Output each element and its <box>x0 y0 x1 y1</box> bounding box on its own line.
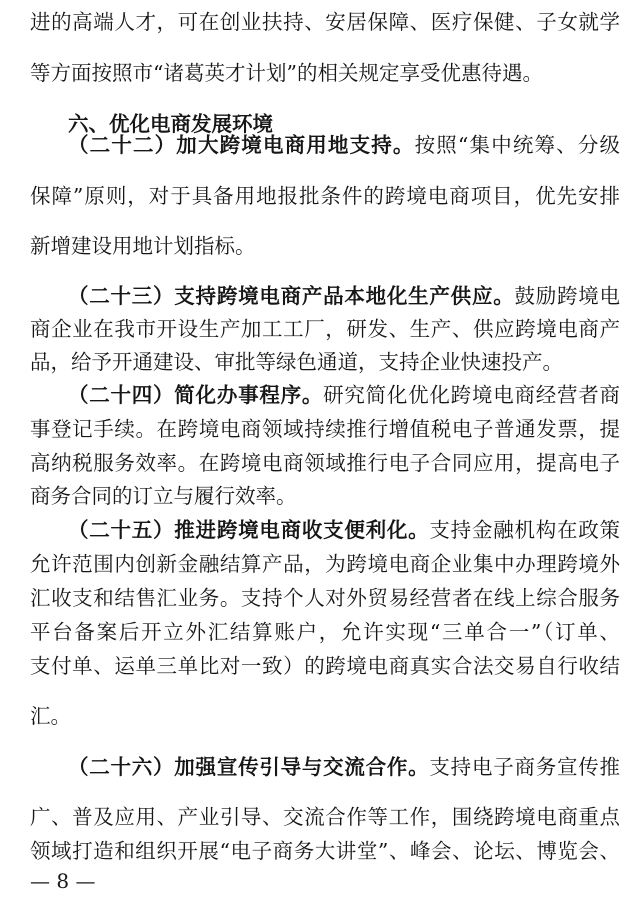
paragraph-25-line: （二十五）推进跨境电商收支便利化。支持金融机构在政策 <box>68 518 620 542</box>
paragraph-22-line: （二十二）加大跨境电商用地支持。按照“集中统筹、分级 <box>68 133 620 157</box>
section-heading: 六、优化电商发展环境 <box>68 112 273 136</box>
clause-title: （二十五）推进跨境电商收支便利化。 <box>68 518 430 542</box>
text-line: 广、普及应用、产业引导、交流合作等工作，围绕跨境电商重点 <box>30 805 620 829</box>
text-line: 领域打造和组织开展“电子商务大讲堂”、峰会、论坛、博览会、 <box>30 839 620 863</box>
paragraph-23-line: （二十三）支持跨境电商产品本地化生产供应。鼓励跨境电 <box>68 284 620 308</box>
text-line: 平台备案后开立外汇结算账户，允许实现“三单合一”（订单、 <box>30 620 620 644</box>
text-line: 商企业在我市开设生产加工工厂，研发、生产、供应跨境电商产 <box>30 317 620 341</box>
text-line: 允许范围内创新金融结算产品，为跨境电商企业集中办理跨境外 <box>30 552 620 576</box>
paragraph-26-line: （二十六）加强宣传引导与交流合作。支持电子商务宣传推 <box>68 755 620 779</box>
clause-title: （二十六）加强宣传引导与交流合作。 <box>68 755 430 779</box>
text-line: 事登记手续。在跨境电商领域持续推行增值税电子普通发票，提 <box>30 417 620 441</box>
text-line: 商务合同的订立与履行效率。 <box>30 484 297 508</box>
text-line: 保障”原则，对于具备用地报批条件的跨境电商项目，优先安排 <box>30 184 620 208</box>
text-line: 汇收支和结售汇业务。支持个人对外贸易经营者在线上综合服务 <box>30 586 620 610</box>
text-line: 高纳税服务效率。在跨境电商领域推行电子合同应用，提高电子 <box>30 451 620 475</box>
text-line: 支付单、运单三单比对一致）的跨境电商真实合法交易自行收结 <box>30 654 620 678</box>
clause-title: （二十二）加大跨境电商用地支持。 <box>68 133 415 157</box>
text-line: 品，给予开通建设、审批等绿色通道，支持企业快速投产。 <box>30 350 563 374</box>
page-number: — 8 — <box>30 869 96 893</box>
clause-title: （二十三）支持跨境电商产品本地化生产供应。 <box>68 284 515 308</box>
paragraph-24-line: （二十四）简化办事程序。研究简化优化跨境电商经营者商 <box>68 383 620 407</box>
text-line: 等方面按照市“诸葛英才计划”的相关规定享受优惠待遇。 <box>30 61 543 85</box>
text-line: 汇。 <box>30 704 71 728</box>
text-line: 进的高端人才，可在创业扶持、安居保障、医疗保健、子女就学 <box>30 10 620 34</box>
text-line: 新增建设用地计划指标。 <box>30 234 256 258</box>
clause-title: （二十四）简化办事程序。 <box>68 383 324 407</box>
